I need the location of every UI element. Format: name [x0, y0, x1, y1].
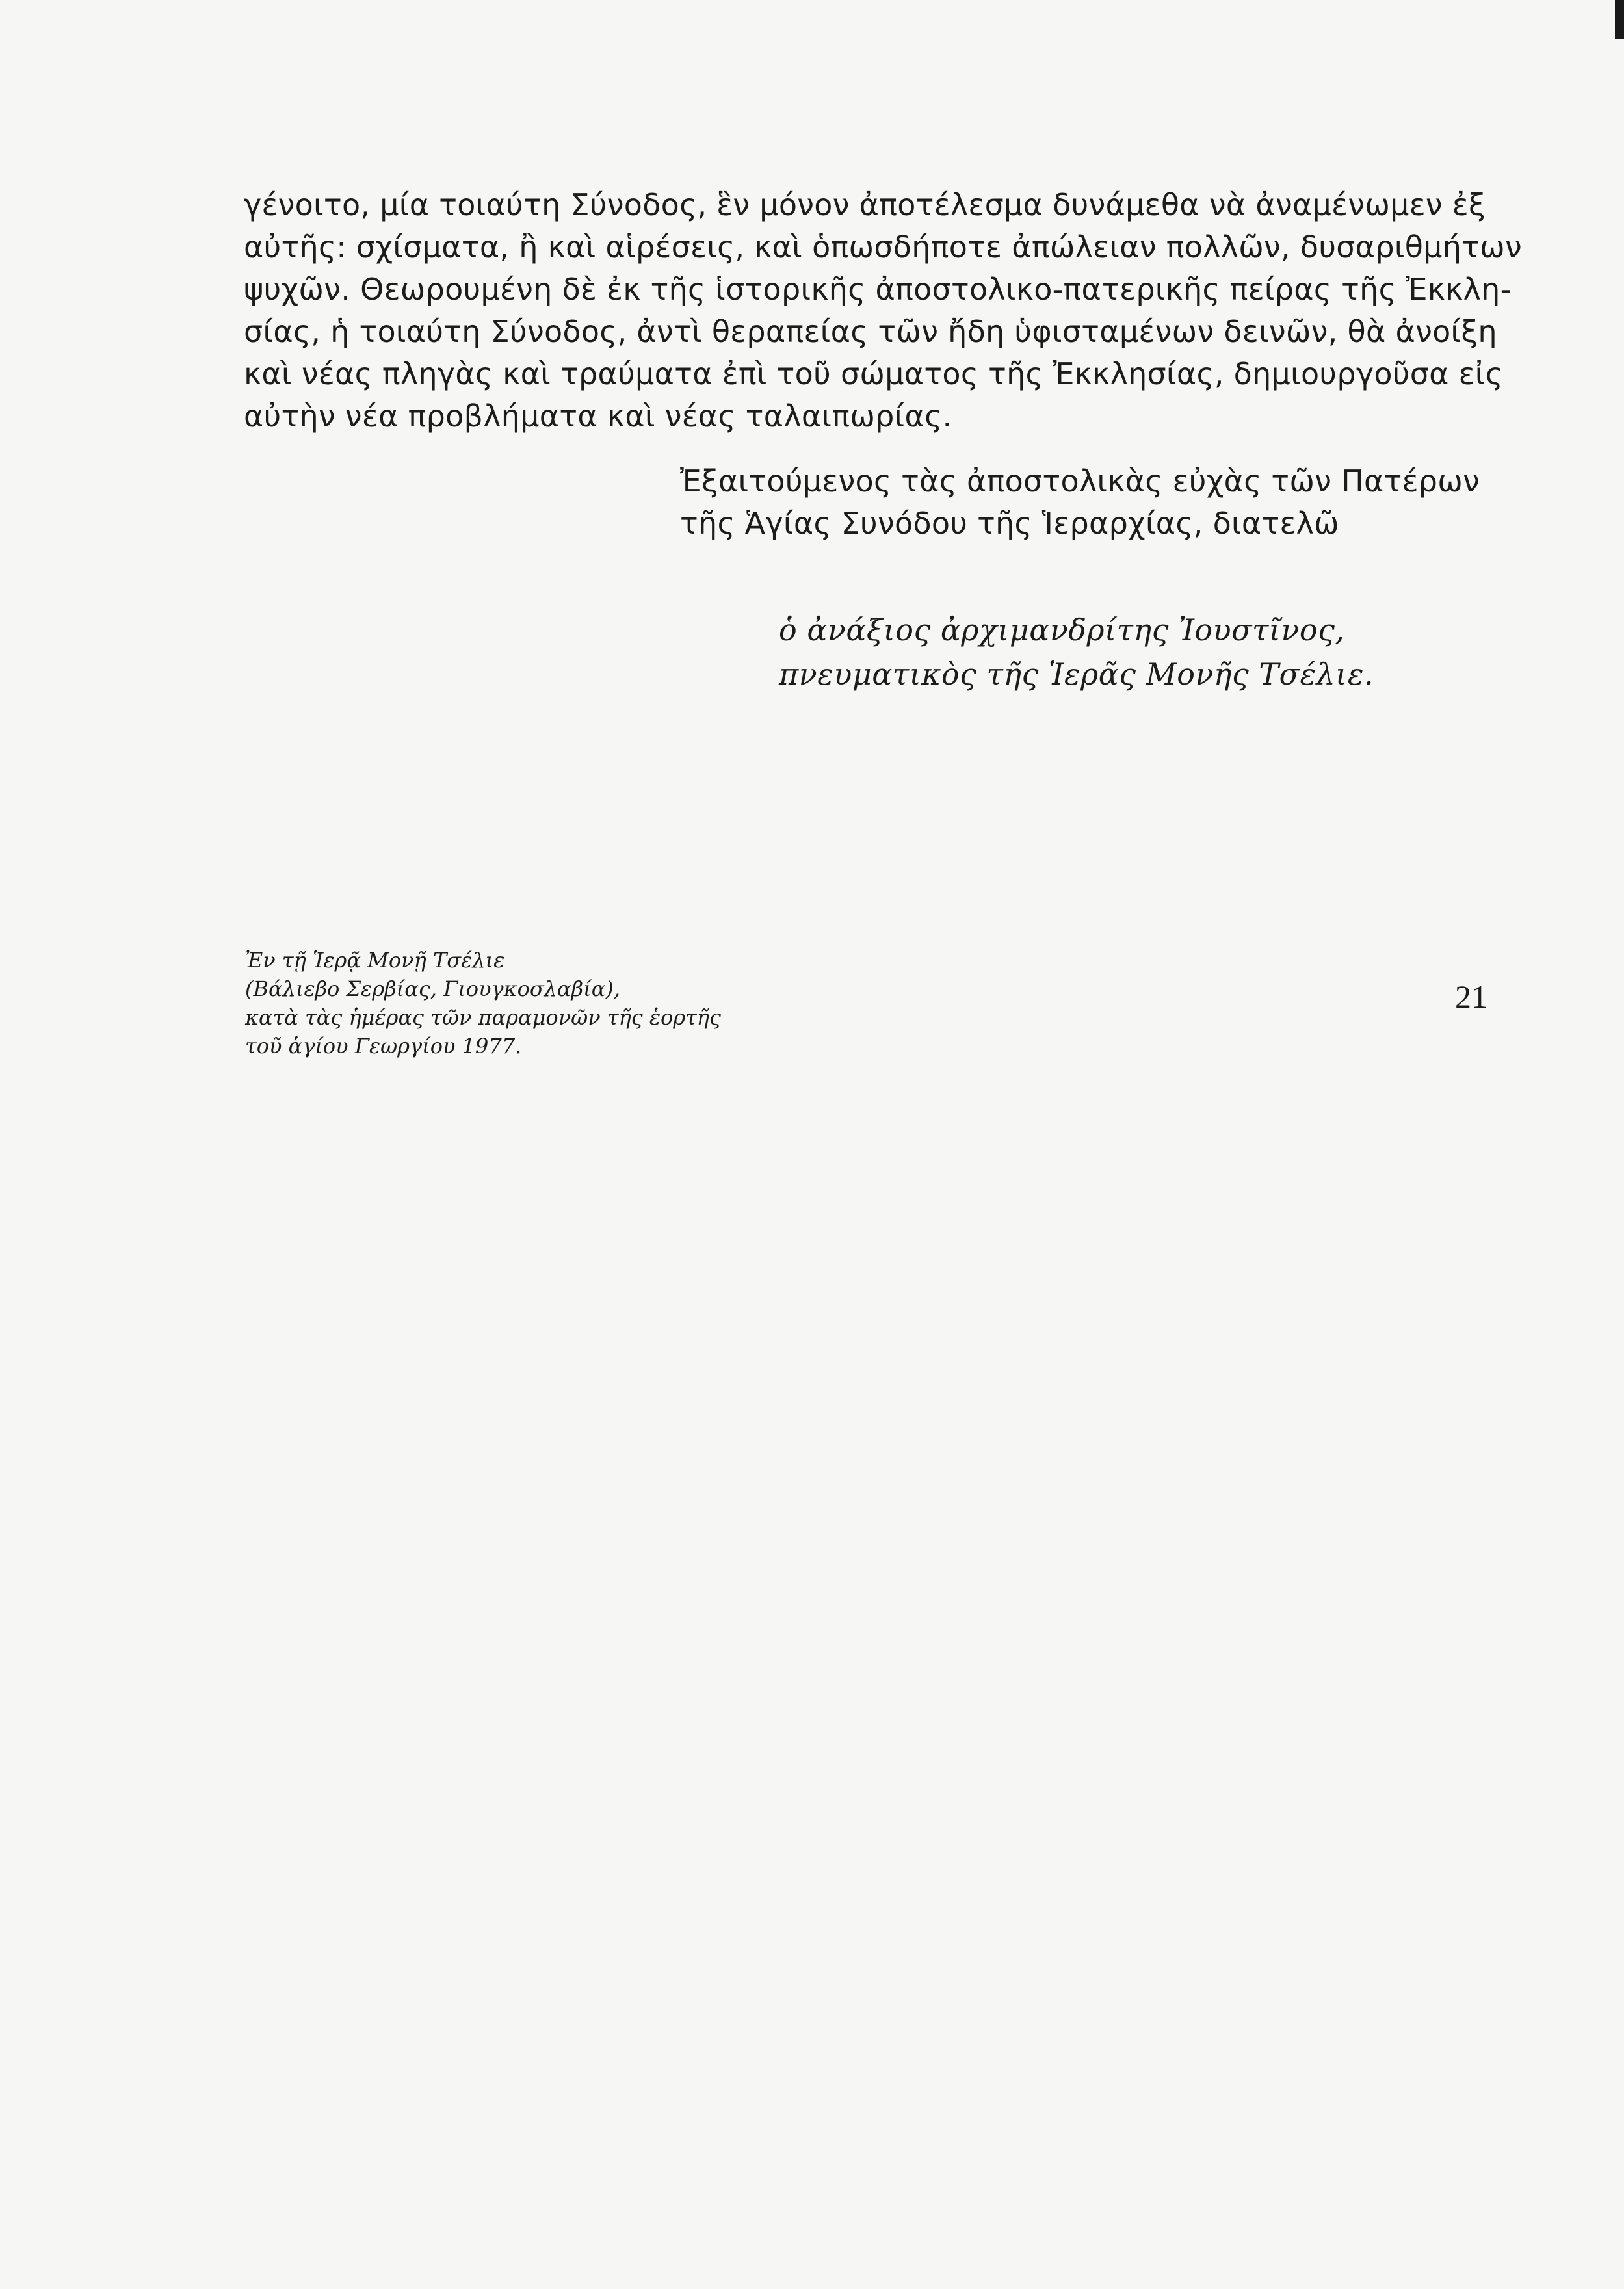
body-line: ψυχῶν. Θεωρουμένη δὲ ἐκ τῆς ἱστορικῆς ἀποστολικο-πατερικῆς πείρας τῆς Ἐκκλη- [244, 272, 1512, 307]
body-paragraph [244, 184, 1522, 438]
place-date-line: τοῦ ἁγίου Γεωργίου 1977. [245, 1034, 522, 1058]
signature-line: ὁ ἀνάξιος ἀρχιμανδρίτης Ἰουστῖνος, [779, 612, 1345, 647]
signature-line: πνευματικὸς τῆς Ἱερᾶς Μονῆς Τσέλιε. [779, 657, 1374, 692]
place-date-block [245, 946, 895, 1060]
body-line: σίας, ἡ τοιαύτη Σύνοδος, ἀντὶ θεραπείας τῶν ἤδη ὑφισταμένων δεινῶν, θὰ ἀνοίξη [244, 314, 1497, 349]
closing-formula [680, 460, 1480, 545]
page-number: 21 [1455, 978, 1487, 1015]
scan-edge-mark [1615, 0, 1624, 39]
closing-line: Ἐξαιτούμενος τὰς ἀποστολικὰς εὐχὰς τῶν Πατέρων [680, 464, 1480, 499]
place-date-line: κατὰ τὰς ἡμέρας τῶν παραμονῶν τῆς ἑορτῆς [245, 1005, 721, 1030]
place-date-line: (Βάλιεβο Σερβίας, Γιουγκοσλαβία), [245, 976, 620, 1001]
signature-block [779, 608, 1481, 696]
body-line: γένοιτο, μία τοιαύτη Σύνοδος, ἓν μόνον ἀποτέλεσμα δυνάμεθα νὰ ἀναμένωμεν ἐξ [244, 187, 1486, 222]
place-date-line: Ἐν τῇ Ἱερᾷ Μονῇ Τσέλιε [245, 948, 505, 973]
body-line: αὐτὴν νέα προβλήματα καὶ νέας ταλαιπωρίας. [244, 399, 952, 434]
body-line: καὶ νέας πληγὰς καὶ τραύματα ἐπὶ τοῦ σώματος τῆς Ἐκκλησίας, δημιουργοῦσα εἰς [244, 356, 1504, 391]
closing-line: τῆς Ἁγίας Συνόδου τῆς Ἱεραρχίας, διατελῶ [680, 506, 1340, 541]
body-line: αὐτῆς: σχίσματα, ἢ καὶ αἱρέσεις, καὶ ὁπωσδήποτε ἀπώλειαν πολλῶν, δυσαριθμήτων [244, 229, 1522, 265]
